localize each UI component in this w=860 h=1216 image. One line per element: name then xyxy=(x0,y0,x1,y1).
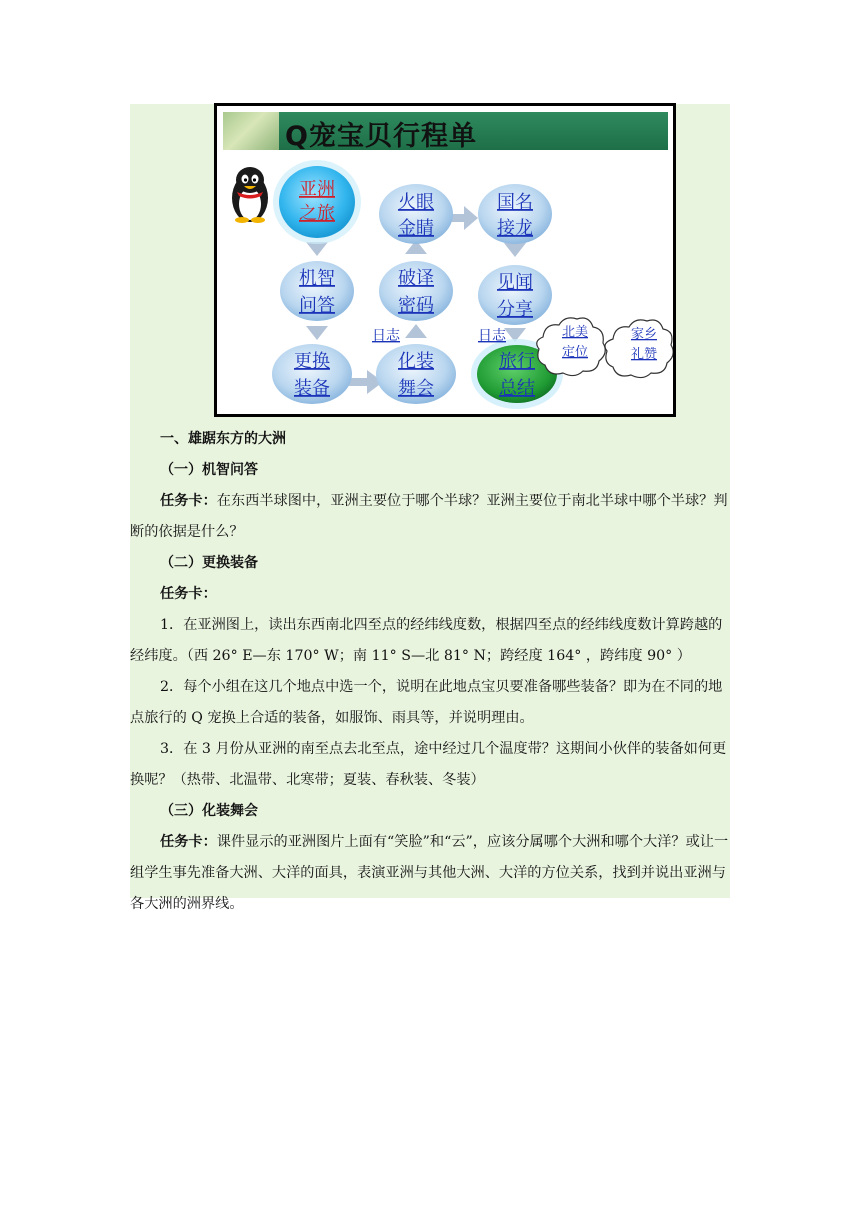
node-jianwen[interactable] xyxy=(478,265,552,325)
cloud-jiaxiang[interactable] xyxy=(605,320,673,378)
part3-task xyxy=(130,827,730,920)
part2-item-1: 1．在亚洲图上，读出东西南北四至点的经纬线度数，根据四至点的经纬线度数计算跨越的经纬度。（西 26° E—东 170° W；南 11° S—北 81° N；跨经度 164° ，跨纬度 90° ） xyxy=(130,617,723,664)
cloud-jiaxiang-line2: 礼赞 xyxy=(630,347,658,362)
arrow-up-1 xyxy=(405,324,427,338)
node-huazhuang-line1: 化装 xyxy=(398,351,434,372)
node-lvxing-line2: 总结 xyxy=(499,378,535,399)
part1-heading: （一）机智问答 xyxy=(160,462,258,478)
task-card-label: 任务卡： xyxy=(160,834,217,850)
cloud-beimei[interactable] xyxy=(537,318,606,376)
node-huazhuang-line2: 舞会 xyxy=(398,378,434,399)
node-asia-trip[interactable] xyxy=(273,160,361,244)
node-jianwen-line1: 见闻 xyxy=(497,272,533,293)
node-poyi-line1: 破译 xyxy=(398,268,434,289)
document-body xyxy=(130,424,730,920)
arrow-down-1 xyxy=(306,242,328,256)
node-genghuan-line2: 装备 xyxy=(294,378,330,399)
arrow-down-3 xyxy=(504,243,526,257)
node-guoming[interactable] xyxy=(478,184,552,244)
node-huoyan-line1: 火眼 xyxy=(398,192,434,213)
node-lvxing-line1: 旅行 xyxy=(499,351,535,372)
node-genghuan[interactable] xyxy=(272,344,352,404)
cloud-jiaxiang-line1: 家乡 xyxy=(630,327,658,342)
itinerary-figure xyxy=(214,103,676,417)
node-asia-trip-line1: 亚洲 xyxy=(299,179,335,200)
task-card-label: 任务卡： xyxy=(160,493,217,509)
node-jizhi[interactable] xyxy=(280,261,354,321)
log-label-1[interactable]: 日志 xyxy=(372,328,400,344)
part1-text: 在东西半球图中，亚洲主要位于哪个半球？亚洲主要位于南北半球中哪个半球？判断的依据是什么？ xyxy=(130,493,728,540)
section-heading: 一、雄踞东方的大洲 xyxy=(160,431,286,447)
part3-text: 课件显示的亚洲图片上面有“笑脸”和“云”，应该分属哪个大洲和哪个大洋？或让一组学生事先准备大洲、大洋的面具，表演亚洲与其他大洲、大洋的方位关系，找到并说出亚洲与各大洲的洲界线。 xyxy=(130,834,729,912)
part2-heading: （二）更换装备 xyxy=(160,555,258,571)
part3-heading: （三）化装舞会 xyxy=(160,803,258,819)
penguin-icon xyxy=(232,167,268,223)
part2-task-label: 任务卡： xyxy=(160,586,217,602)
part2-item-3: 3．在 3 月份从亚洲的南至点去北至点，途中经过几个温度带？这期间小伙伴的装备如何更换呢？（热带、北温带、北寒带；夏装、春秋装、冬装） xyxy=(130,741,727,788)
node-jizhi-line2: 问答 xyxy=(299,295,335,316)
node-huoyan[interactable] xyxy=(379,184,453,244)
arrow-down-2 xyxy=(306,326,328,340)
node-huazhuang[interactable] xyxy=(376,344,456,404)
figure-title: Q宠宝贝行程单 xyxy=(285,121,477,152)
node-guoming-line2: 接龙 xyxy=(497,218,533,239)
node-poyi-line2: 密码 xyxy=(398,295,434,316)
part2-item-2: 2．每个小组在这几个地点中选一个，说明在此地点宝贝要准备哪些装备？即为在不同的地点旅行的 Q 宠换上合适的装备，如服饰、雨具等，并说明理由。 xyxy=(130,679,723,726)
part1-task xyxy=(130,486,730,548)
node-jizhi-line1: 机智 xyxy=(299,268,335,289)
log-label-2[interactable]: 日志 xyxy=(478,328,506,344)
node-guoming-line1: 国名 xyxy=(497,192,533,213)
node-asia-trip-line2: 之旅 xyxy=(299,203,335,224)
node-huoyan-line2: 金睛 xyxy=(398,218,434,239)
node-poyi[interactable] xyxy=(379,261,453,321)
cloud-beimei-line1: 北美 xyxy=(561,325,589,340)
itinerary-flowchart xyxy=(217,106,673,414)
node-jianwen-line2: 分享 xyxy=(497,299,533,320)
node-genghuan-line1: 更换 xyxy=(294,351,330,372)
cloud-beimei-line2: 定位 xyxy=(561,345,589,360)
